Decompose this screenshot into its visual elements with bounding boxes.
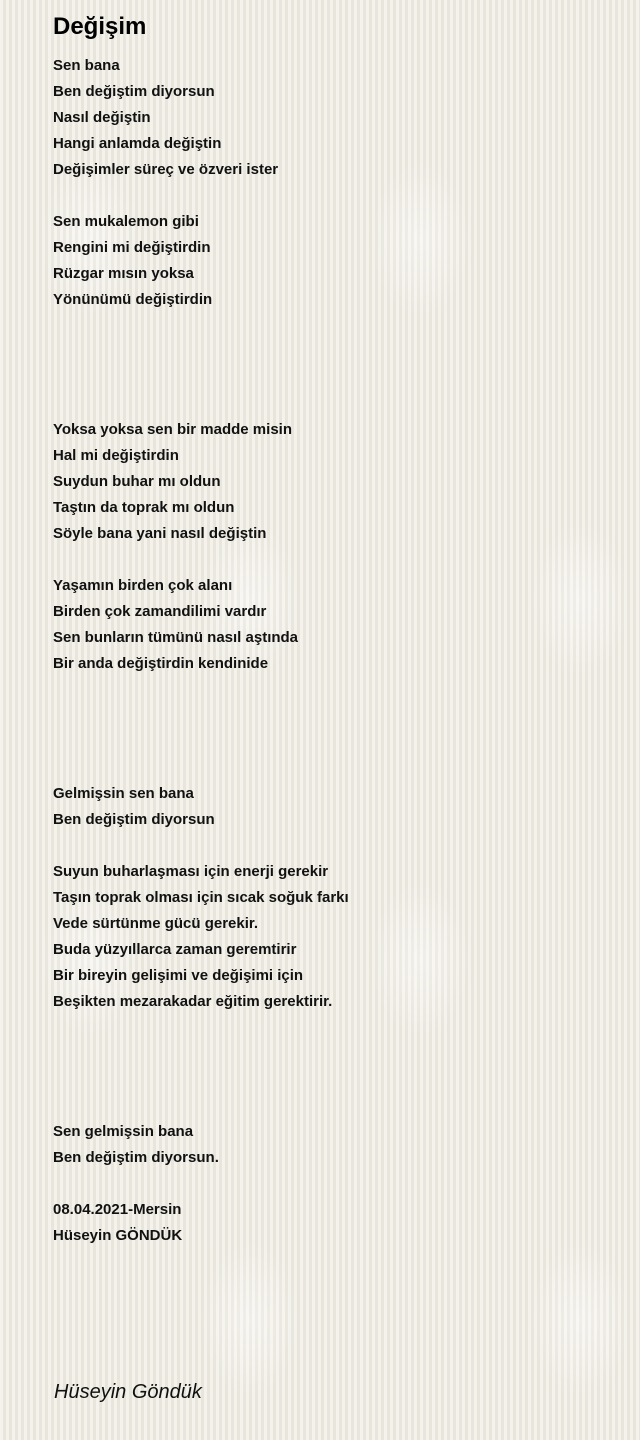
poem-line [53,391,613,417]
poem-line [53,703,613,729]
poem-line [53,313,613,339]
poem-line [53,1171,613,1197]
poem-line: Sen gelmişsin bana [53,1123,194,1140]
poem-body [53,53,613,1249]
poem-line: Değişimler süreç ve özveri ister [53,161,279,178]
poem-line [53,183,613,209]
poem-line [53,1041,613,1067]
author-signature: Hüseyin Göndük [54,1381,202,1403]
poem-line: Vede sürtünme gücü gerekir. [53,915,259,932]
poem-line [53,729,613,755]
poem-line: Hüseyin GÖNDÜK [53,1227,183,1244]
poem-line: Rüzgar mısın yoksa [53,265,194,282]
poem-line [53,755,613,781]
poem-line: Sen bunların tümünü nasıl aştında [53,629,299,646]
poem-title: Değişim [53,13,147,40]
poem-line: Bir bireyin gelişimi ve değişimi için [53,967,304,984]
poem-line: Yönünümü değiştirdin [53,291,213,308]
poem-line: Suydun buhar mı oldun [53,473,221,490]
poem-line: Taşın toprak olması için sıcak soğuk farkı [53,889,349,906]
poem-line: Sen mukalemon gibi [53,213,199,230]
poem-line: Buda yüzyıllarca zaman geremtirir [53,941,297,958]
poem-line: Beşikten mezarakadar eğitim gerektirir. [53,993,333,1010]
poem-line [53,1015,613,1041]
poem-line: Rengini mi değiştirdin [53,239,211,256]
poem-line [53,1067,613,1093]
poem-line [53,547,613,573]
poem-line [53,339,613,365]
poem-line: Yaşamın birden çok alanı [53,577,233,594]
poem-line: Hangi anlamda değiştin [53,135,222,152]
poem-line: Nasıl değiştin [53,109,151,126]
poem-line [53,677,613,703]
poem-line: Yoksa yoksa sen bir madde misin [53,421,292,438]
poem-line [53,1093,613,1119]
poem-line: Ben değiştim diyorsun. [53,1149,219,1166]
poem-line: Taştın da toprak mı oldun [53,499,235,516]
poem-line: Suyun buharlaşması için enerji gerekir [53,863,329,880]
poem-line: Hal mi değiştirdin [53,447,179,464]
poem-line: Söyle bana yani nasıl değiştin [53,525,267,542]
poem-line: Bir anda değiştirdin kendinide [53,655,269,672]
poem-line [53,833,613,859]
poem-line: Ben değiştim diyorsun [53,83,215,100]
poem-line: Sen bana [53,57,120,74]
poem-line: Ben değiştim diyorsun [53,811,215,828]
poem-line: Birden çok zamandilimi vardır [53,603,267,620]
poem-line [53,365,613,391]
poem-line: 08.04.2021-Mersin [53,1201,182,1218]
poem-line: Gelmişsin sen bana [53,785,194,802]
